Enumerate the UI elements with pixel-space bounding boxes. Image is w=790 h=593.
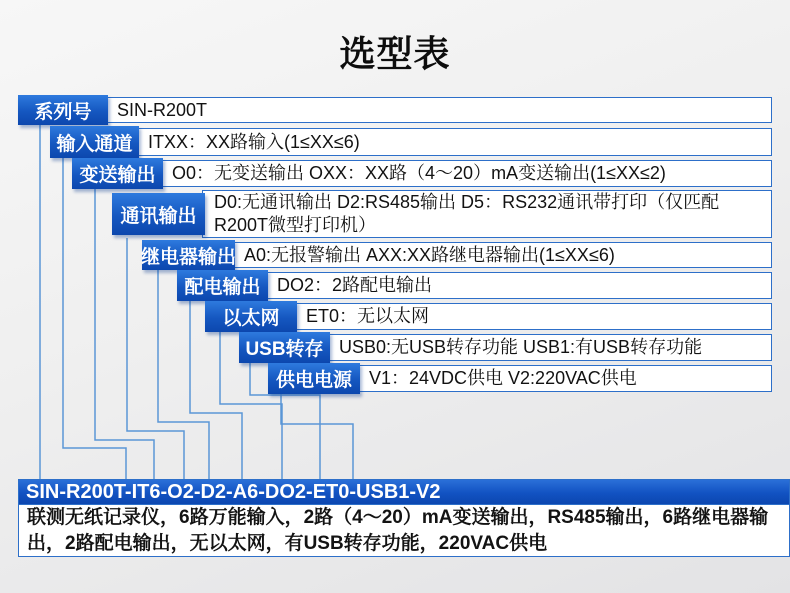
row-value: ITXX：XX路输入(1≤XX≤6) — [148, 131, 360, 152]
row-value-box — [136, 128, 772, 156]
row-label: 继电器输出 — [142, 240, 235, 270]
selector-row-comm — [0, 190, 772, 238]
row-label: 系列号 — [18, 95, 108, 125]
row-value-box — [160, 160, 772, 187]
selector-row-transmit — [0, 160, 772, 187]
row-label: 变送输出 — [72, 158, 163, 189]
model-code: SIN-R200T-IT6-O2-D2-A6-DO2-ET0-USB1-V2 — [26, 480, 441, 503]
row-label: 通讯输出 — [112, 193, 205, 235]
row-label: 供电电源 — [268, 363, 360, 394]
row-value-box — [265, 272, 772, 299]
selector-row-series — [0, 97, 772, 123]
selector-row-ethernet — [0, 303, 772, 330]
model-description: 联测无纸记录仪，6路万能输入，2路（4～20）mA变送输出，RS485输出，6路继电器输出，2路配电输出，无以太网，有USB转存功能，220VAC供电 — [27, 506, 769, 554]
row-value-box — [327, 334, 772, 361]
row-value: USB0:无USB转存功能 USB1:有USB转存功能 — [339, 337, 703, 357]
page-title: 选型表 — [339, 33, 451, 74]
row-value-box — [294, 303, 772, 330]
row-value: D0:无通讯输出 D2:RS485输出 D5：RS232通讯带打印（仅匹配R200T微型打印机） — [214, 192, 720, 235]
row-value: O0：无变送输出 OXX：XX路（4～20）mA变送输出(1≤XX≤2) — [172, 163, 666, 183]
row-value-box — [105, 97, 772, 123]
row-label: USB转存 — [239, 332, 330, 363]
row-label: 以太网 — [205, 301, 297, 332]
connector-power — [281, 392, 353, 480]
row-value: V1：24VDC供电 V2:220VAC供电 — [369, 368, 637, 388]
selector-row-distribution — [0, 272, 772, 299]
row-value-box — [232, 242, 772, 268]
row-label: 配电输出 — [177, 270, 268, 301]
row-value: ET0：无以太网 — [306, 306, 430, 326]
row-label: 输入通道 — [50, 126, 139, 158]
row-value: SIN-R200T — [117, 99, 208, 120]
model-description-box — [18, 504, 790, 557]
row-value: DO2：2路配电输出 — [277, 275, 433, 295]
row-value: A0:无报警输出 AXX:XX路继电器输出(1≤XX≤6) — [244, 244, 615, 265]
model-code-bar — [18, 479, 790, 505]
selector-row-usb — [0, 334, 772, 361]
selector-row-input — [0, 128, 772, 156]
selector-row-relay — [0, 242, 772, 268]
row-value-box — [202, 190, 772, 238]
selector-row-power — [0, 365, 772, 392]
row-value-box — [357, 365, 772, 392]
